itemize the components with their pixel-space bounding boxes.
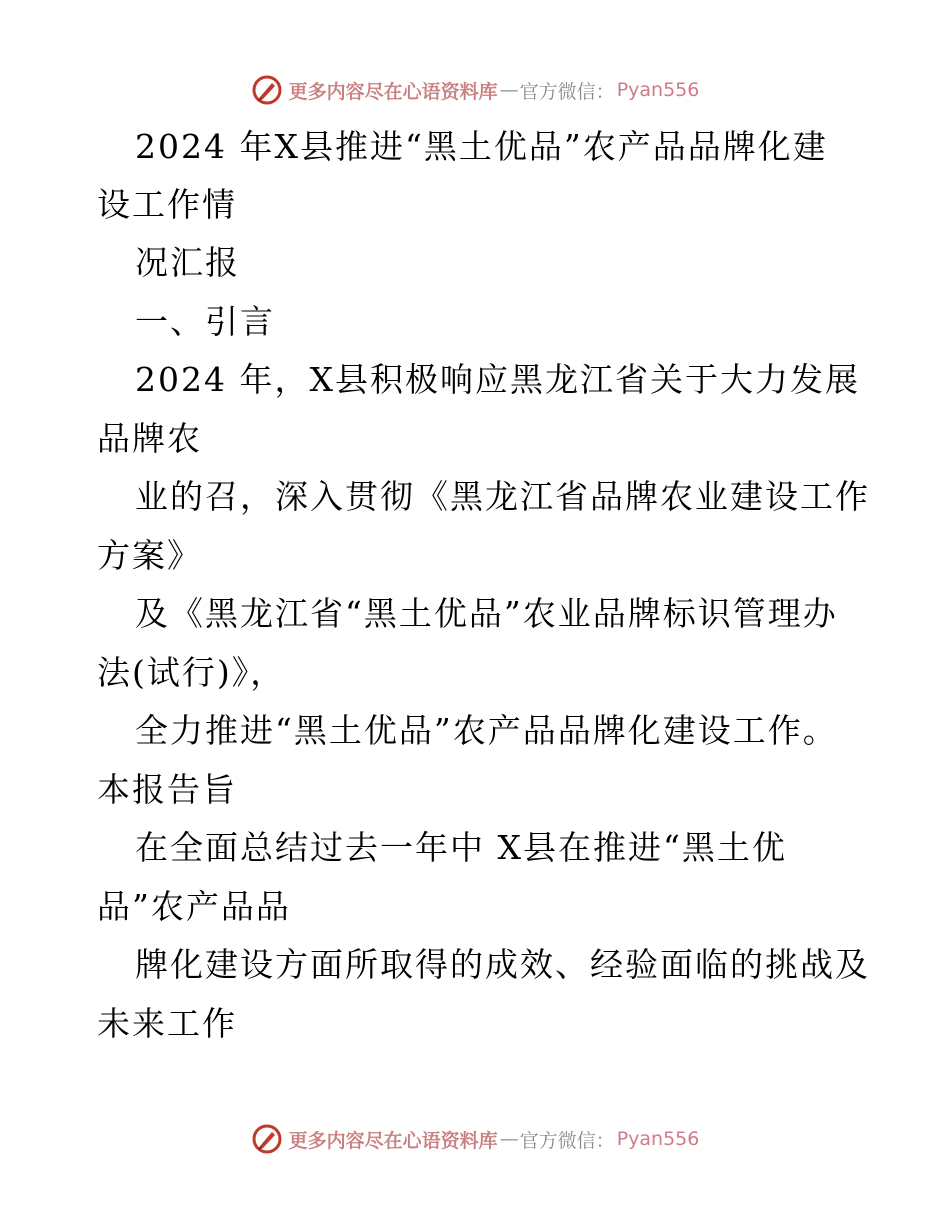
section-heading: 一、引言: [135, 302, 275, 341]
paragraph-line: 品牌农: [97, 419, 202, 458]
paragraph-line: 在全面总结过去一年中 X县在推进“黑土优: [135, 828, 787, 867]
paragraph-line: 方案》: [97, 536, 202, 575]
title-line-2: 设工作情: [97, 185, 237, 224]
paragraph-line: 全力推进“黑土优品”农产品品牌化建设工作。: [135, 711, 838, 750]
title-line-1: 2024 年X县推进“黑土优品”农产品品牌化建: [135, 127, 828, 166]
paragraph-line: 牌化建设方面所取得的成效、经验面临的挑战及: [135, 945, 870, 984]
watermark-id: Pyan556: [616, 1128, 700, 1150]
watermark-main-text: 更多内容尽在心语资料库: [288, 1129, 498, 1152]
footer-watermark: [0, 1119, 950, 1159]
paragraph-line: 品”农产品品: [97, 887, 291, 926]
watermark-sub-text: 官方微信：: [519, 1129, 615, 1152]
paragraph-line: 业的召，深入贯彻《黑龙江省品牌农业建设工作: [135, 477, 870, 516]
watermark-dash: —: [499, 79, 518, 101]
title-line-3: 况汇报: [135, 243, 240, 282]
pen-logo-icon: [251, 1123, 283, 1155]
paragraph-line: 法(试行)》，: [97, 653, 286, 692]
paragraph-line: 及《黑龙江省“黑土优品”农业品牌标识管理办: [135, 594, 838, 633]
watermark-sub-text: 官方微信：: [519, 80, 615, 103]
paragraph-line: 本报告旨: [97, 770, 237, 809]
watermark-id: Pyan556: [616, 79, 700, 101]
watermark-dash: —: [499, 1128, 518, 1150]
paragraph-line: 未来工作: [97, 1004, 237, 1043]
paragraph-line: 2024 年，X县积极响应黑龙江省关于大力发展: [135, 360, 860, 399]
watermark-main-text: 更多内容尽在心语资料库: [288, 80, 498, 103]
